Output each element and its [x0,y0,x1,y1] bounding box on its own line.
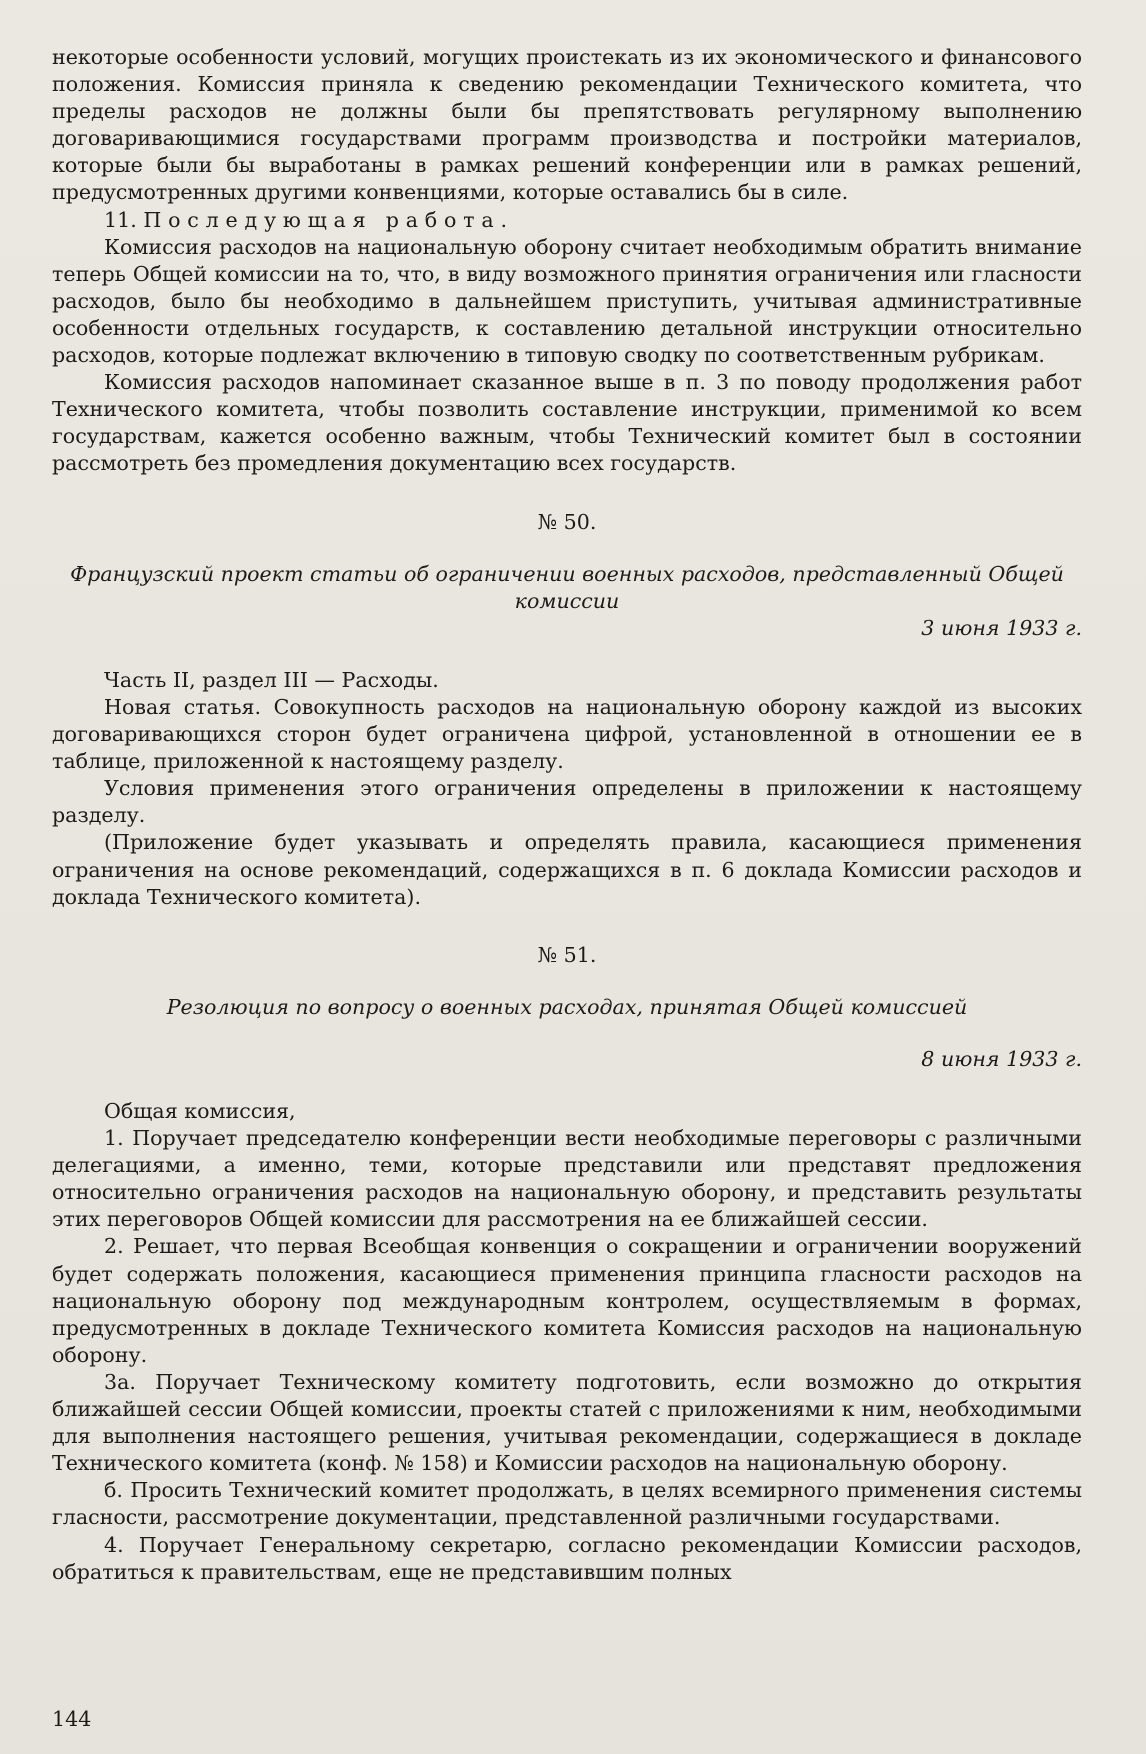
doc-50-paragraph: (Приложение будет указывать и определять правила, касающиеся применения ограничения на основе рекомендаций, содержащихся в п. 6 доклада Комиссии расходов и доклада Технического комитета). [52,830,1082,909]
doc-51-paragraph: 2. Решает, что первая Всеобщая конвенция о сокращении и ограничении вооружений будет содержать положения, касающиеся применения принципа гласности расходов на национальную оборону под международным контролем, осуществляемым в формах, предусмотренных в докладе Технического комитета Комиссия расходов на национальную оборону. [52,1234,1082,1367]
doc-51-paragraph: б. Просить Технический комитет продолжать, в целях всемирного применения системы гласности, рассмотрение документации, представленной различными государствами. [52,1478,1082,1530]
section-11-number: 11. [104,207,137,232]
section-11-heading [52,207,1082,234]
doc-50-number: № 50. [537,509,597,534]
doc-51-title: Резолюция по вопросу о военных расходах, принятая Общей комиссией [166,994,968,1019]
doc-51-paragraph: 3а. Поручает Техническому комитету подготовить, если возможно до открытия ближайшей сессии Общей комиссии, проекты статей с приложениями к ним, необходимыми для выполнения настоящего решения, учитывая рекомендации, содержащиеся в докладе Технического комитета (конф. № 158) и Комиссии расходов на национальную оборону. [52,1369,1082,1476]
doc-50-title: Французский проект статьи об ограничении военных расходов, представленный Общей комиссии [70,561,1064,613]
doc-51-paragraph: Общая комиссия, [104,1099,296,1123]
doc-51-paragraph: 4. Поручает Генеральному секретарю, согласно рекомендации Комиссии расходов, обратиться к правительствам, еще не представившим полных [52,1532,1082,1584]
doc-51-number: № 51. [537,942,597,967]
page-number: 144 [52,1707,92,1731]
doc-51-date: 8 июня 1933 г. [921,1046,1082,1071]
section-11-title: Последующая работа. [143,207,514,232]
doc-50-date: 3 июня 1933 г. [921,615,1082,640]
doc-51-paragraph: 1. Поручает председателю конференции вести необходимые переговоры с различными делегациями, а именно, теми, которые представили или представят предложения относительно ограничения расходов на национальную оборону, и представить результаты этих переговоров Общей комиссии для рассмотрения на ее ближайшей сессии. [52,1126,1082,1232]
doc-50-paragraph: Новая статья. Совокупность расходов на национальную оборону каждой из высоких договаривающихся сторон будет ограничена цифрой, установленной в отношении ее в таблице, приложенной к настоящему разделу. [52,694,1082,774]
paragraph-11-2: Комиссия расходов напоминает сказанное выше в п. 3 по поводу продолжения работ Технического комитета, чтобы позволить составление инструкции, применимой ко всем государствам, кажется особенно важным, чтобы Технический комитет был в состоянии рассмотреть без промедления документацию всех государств. [52,370,1082,476]
paragraph-continuation: некоторые особенности условий, могущих проистекать из их экономического и финансового положения. Комиссия приняла к сведению рекомендации Технического комитета, что пределы расходов не должны были бы препятствовать регулярному выполнению договаривающимися государствами программ производства и постройки материалов, которые были бы выработаны в рамках решений конференции или в рамках решений, предусмотренных другими конвенциями, которые оставались бы в силе. [52,45,1082,205]
doc-50-paragraph: Условия применения этого ограничения определены в приложении к настоящему разделу. [52,776,1082,828]
paragraph-11-1: Комиссия расходов на национальную оборону считает необходимым обратить внимание теперь Общей комиссии на то, что, в виду возможного принятия ограничения или гласности расходов, было бы необходимо в дальнейшем приступить, учитывая административные особенности отдельных государств, к составлению детальной инструкции относительно расходов, которые подлежат включению в типовую сводку по соответственным рубрикам. [52,234,1082,368]
doc-50-paragraph: Часть II, раздел III — Расходы. [104,667,439,692]
